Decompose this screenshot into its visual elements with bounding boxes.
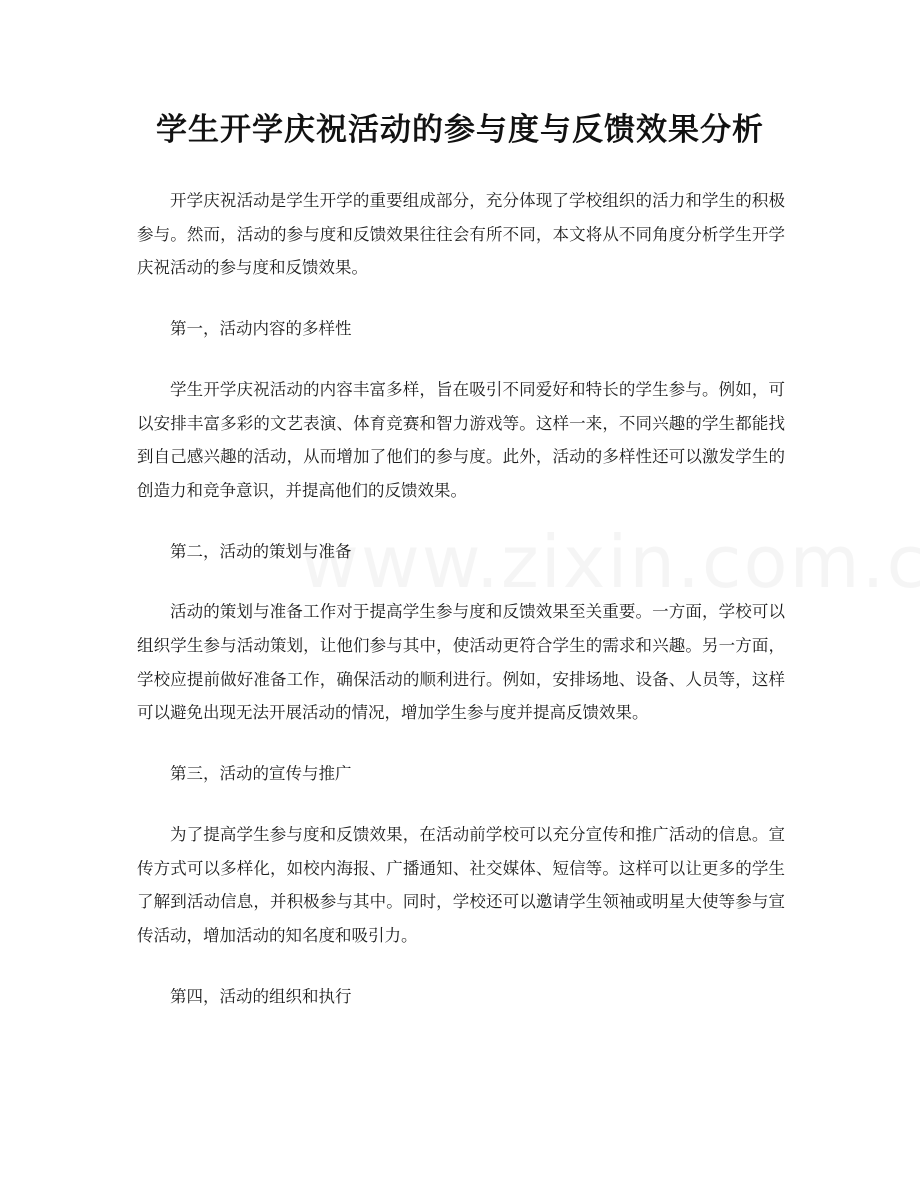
intro-paragraph: 开学庆祝活动是学生开学的重要组成部分，充分体现了学校组织的活力和学生的积极参与。然而，活动的参与度和反馈效果往往会有所不同，本文将从不同角度分析学生开学庆祝活动的参与度和反馈效果。 [137, 191, 785, 278]
section-paragraph-1: 学生开学庆祝活动的内容丰富多样，旨在吸引不同爱好和特长的学生参与。例如，可以安排丰富多彩的文艺表演、体育竞赛和智力游戏等。这样一来，不同兴趣的学生都能找到自己感兴趣的活动，从而增加了他们的参与度。此外，活动的多样性还可以激发学生的创造力和竞争意识，并提高他们的反馈效果。 [137, 379, 785, 500]
document-body [137, 184, 785, 1040]
section-paragraph-3: 为了提高学生参与度和反馈效果，在活动前学校可以充分宣传和推广活动的信息。宣传方式可以多样化，如校内海报、广播通知、社交媒体、短信等。这样可以让更多的学生了解到活动信息，并积极参与其中。同时，学校还可以邀请学生领袖或明星大使等参与宣传活动，增加活动的知名度和吸引力。 [137, 824, 785, 945]
section-heading-2: 第二，活动的策划与准备 [170, 541, 352, 561]
section-heading-4: 第四，活动的组织和执行 [170, 986, 352, 1006]
section-heading-3: 第三，活动的宣传与推广 [170, 764, 352, 784]
page-title: 学生开学庆祝活动的参与度与反馈效果分析 [156, 112, 764, 148]
section-heading-1: 第一，活动内容的多样性 [170, 319, 352, 339]
section-paragraph-2: 活动的策划与准备工作对于提高学生参与度和反馈效果至关重要。一方面，学校可以组织学生参与活动策划，让他们参与其中，使活动更符合学生的需求和兴趣。另一方面，学校应提前做好准备工作，确保活动的顺利进行。例如，安排场地、设备、人员等，这样可以避免出现无法开展活动的情况，增加学生参与度并提高反馈效果。 [137, 602, 785, 723]
